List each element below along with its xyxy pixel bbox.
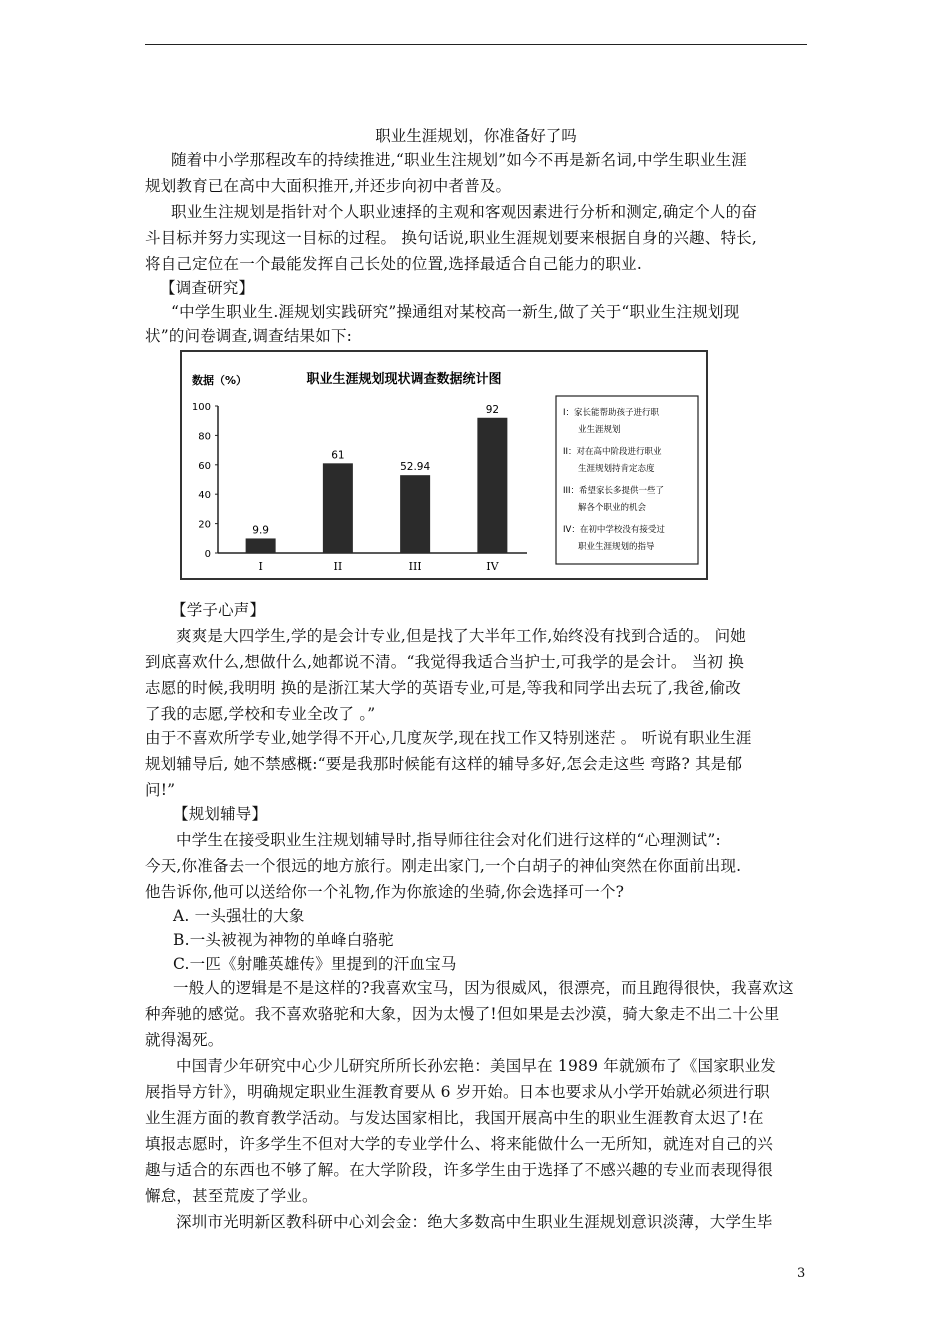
- bar: [323, 463, 353, 553]
- text-line: 到底喜欢什么,想做什么,她都说不清。“我觉得我适合当护士,可我学的是会计。 当初 换: [145, 653, 744, 671]
- bar: [400, 475, 430, 553]
- option-c: C.一匹《射雕英雄传》里提到的汗血宝马: [173, 955, 457, 973]
- text-line: 展指导方针》，明确规定职业生涯教育要从 6 岁开始。日本也要求从小学开始就必须进行职: [145, 1083, 770, 1101]
- section-heading: 【规划辅导】: [173, 805, 268, 823]
- y-tick-label: 100: [191, 402, 211, 413]
- text-line: 今天,你准备去一个很远的地方旅行。刚走出家门,一个白胡子的神仙突然在你面前出现.: [145, 857, 742, 875]
- chart-legend: [556, 396, 698, 564]
- bar-chart: [182, 352, 706, 578]
- text-line: 职业生注规划是指针对个人职业速择的主观和客观因素进行分析和测定,确定个人的奋: [171, 203, 758, 221]
- text-line: “中学生职业生.涯规划实践研究”操通组对某校高一新生,做了关于“职业生注规划现: [171, 303, 740, 321]
- text-line: 种奔驰的感觉。我不喜欢骆驼和大象，因为太慢了!但如果是去沙漠，骑大象走不出二十公里: [145, 1005, 780, 1023]
- text-line: 规划辅导后, 她不禁感概:“要是我那时候能有这样的辅导多好,怎会走这些 弯路? 其是郁: [145, 755, 743, 773]
- y-tick-label: 80: [198, 431, 211, 443]
- y-tick-label: 60: [198, 460, 211, 472]
- data-label: 9.9: [252, 524, 269, 537]
- chart-title: 职业生涯规划现状调查数据统计图: [306, 372, 502, 387]
- option-a: A. 一头强壮的大象: [173, 907, 305, 925]
- text-line: 状”的问卷调查,调查结果如下:: [145, 327, 353, 345]
- text-line: 中学生在接受职业生注规划辅导时,指导师往往会对化们进行这样的“心理测试”:: [176, 831, 721, 849]
- legend-text: IV：在初中学校没有接受过: [563, 525, 665, 535]
- text-line: 将自己定位在一个最能发挥自己长处的位置,选择最适合自己能力的职业.: [145, 255, 642, 273]
- header-rule: [145, 44, 807, 45]
- legend-text: II：对在高中阶段进行职业: [563, 447, 662, 457]
- text-line: 了我的志愿,学校和专业全改了 。”: [145, 705, 376, 723]
- text-line: 斗目标并努力实现这一目标的过程。 换句话说,职业生涯规划要来根据自身的兴趣、特长,: [145, 229, 757, 247]
- survey-chart: [180, 350, 708, 580]
- section-heading: 【学子心声】: [171, 601, 266, 619]
- x-tick-label: IV: [486, 560, 499, 573]
- data-label: 61: [331, 449, 345, 462]
- text-line: 志愿的时候,我明明 换的是浙江某大学的英语专业,可是,等我和同学出去玩了,我爸,偷改: [145, 679, 741, 697]
- text-line: 深圳市光明新区教科研中心刘会金：绝大多数高中生职业生涯规划意识淡薄，大学生毕: [176, 1213, 773, 1231]
- section-heading: 【调查研究】: [160, 279, 255, 297]
- text-line: 爽爽是大四学生,学的是会计专业,但是找了大半年工作,始终没有找到合适的。 问她: [176, 627, 747, 645]
- text-line: 由于不喜欢所学专业,她学得不开心,几度灰学,现在找工作又特别迷茫 。 听说有职业生涯: [145, 729, 752, 747]
- page-title: 职业生涯规划，你准备好了吗: [375, 127, 577, 145]
- text-line: 业生涯方面的教育教学活动。与发达国家相比，我国开展高中生的职业生涯教育太迟了!在: [145, 1109, 764, 1127]
- chart-ylabel: 数据（%）: [192, 374, 248, 387]
- plot-area: [192, 402, 527, 573]
- y-tick-label: 20: [198, 519, 211, 531]
- text-line: 随着中小学那程改车的持续推进,“职业生注规划”如今不再是新名词,中学生职业生涯: [171, 151, 748, 169]
- option-b: B.一头被视为神物的单峰白骆驼: [173, 931, 394, 949]
- text-line: 填报志愿时，许多学生不但对大学的专业学什么、将来能做什么一无所知，就连对自己的兴: [145, 1135, 774, 1153]
- legend-text: 生涯规划持肯定态度: [578, 464, 655, 474]
- text-line: 趣与适合的东西也不够了解。在大学阶段，许多学生由于选择了不感兴趣的专业而表现得很: [145, 1161, 774, 1179]
- data-label: 92: [485, 403, 500, 416]
- text-line: 中国青少年研究中心少儿研究所所长孙宏艳：美国早在 1989 年就颁布了《国家职业发: [176, 1057, 777, 1075]
- legend-text: 业生涯规划: [578, 425, 621, 435]
- bar: [477, 418, 507, 553]
- x-tick-label: I: [258, 560, 263, 573]
- y-tick-label: 0: [204, 549, 211, 560]
- bar: [246, 538, 276, 553]
- text-line: 他告诉你,他可以送给你一个礼物,作为你旅途的坐骑,你会选择可一个?: [145, 883, 625, 901]
- legend-box: [556, 396, 698, 564]
- data-label: 52.94: [400, 461, 431, 474]
- legend-text: 解各个职业的机会: [578, 503, 647, 513]
- text-line: 一般人的逻辑是不是这样的?我喜欢宝马，因为很威风，很漂亮，而且跑得很快，我喜欢这: [173, 979, 794, 997]
- x-tick-label: II: [333, 560, 343, 573]
- legend-text: 职业生涯规划的指导: [578, 542, 655, 552]
- y-tick-label: 40: [198, 490, 211, 502]
- text-line: 规划教育已在高中大面积推开,并还步向初中者普及。: [145, 177, 512, 195]
- page-number: 3: [797, 1266, 806, 1281]
- x-tick-label: III: [408, 560, 422, 573]
- legend-text: I：家长能帮助孩子进行职: [563, 408, 660, 418]
- legend-text: III：希望家长多提供一些了: [563, 486, 665, 496]
- text-line: 就得渴死。: [145, 1031, 224, 1049]
- text-line: 问!”: [145, 781, 176, 799]
- text-line: 懈怠，甚至荒废了学业。: [145, 1187, 318, 1205]
